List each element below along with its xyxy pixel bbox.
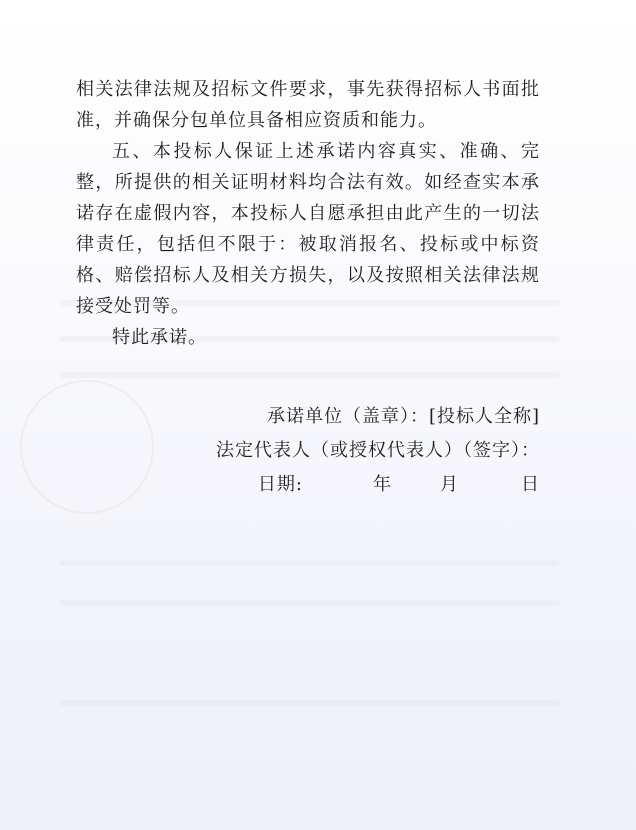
paragraph-item-5: 五、本投标人保证上述承诺内容真实、准确、完整，所提供的相关证明材料均合法有效。如经查实本承诺存在虚假内容，本投标人自愿承担由此产生的一切法律责任，包括但不限于：被取消报名、投标或中标资格、赔偿招标人及相关方损失，以及按照相关法律法规接受处罚等。 xyxy=(76,141,540,317)
paragraph-closing: 特此承诺。 xyxy=(112,327,207,348)
date-label: 日期: xyxy=(257,474,303,495)
date-day: 日 xyxy=(521,474,540,495)
signing-unit-line: 承诺单位（盖章）：[投标人全称] xyxy=(266,406,540,427)
paragraph-continuation: 相关法律法规及招标文件要求，事先获得招标人书面批准，并确保分包单位具备相应资质和能力。 xyxy=(76,79,540,131)
signature-block xyxy=(216,400,540,502)
date-month: 月 xyxy=(440,474,459,495)
date-year: 年 xyxy=(373,474,392,495)
seal-ghost-mark xyxy=(20,380,154,514)
legal-representative-line: 法定代表人（或授权代表人）（签字）： xyxy=(216,440,540,461)
bleed-through-line xyxy=(60,600,560,606)
bleed-through-line xyxy=(60,560,560,566)
bleed-through-line xyxy=(60,700,560,706)
bleed-through-line xyxy=(60,372,560,378)
commitment-body xyxy=(76,74,540,353)
date-line xyxy=(216,468,540,502)
